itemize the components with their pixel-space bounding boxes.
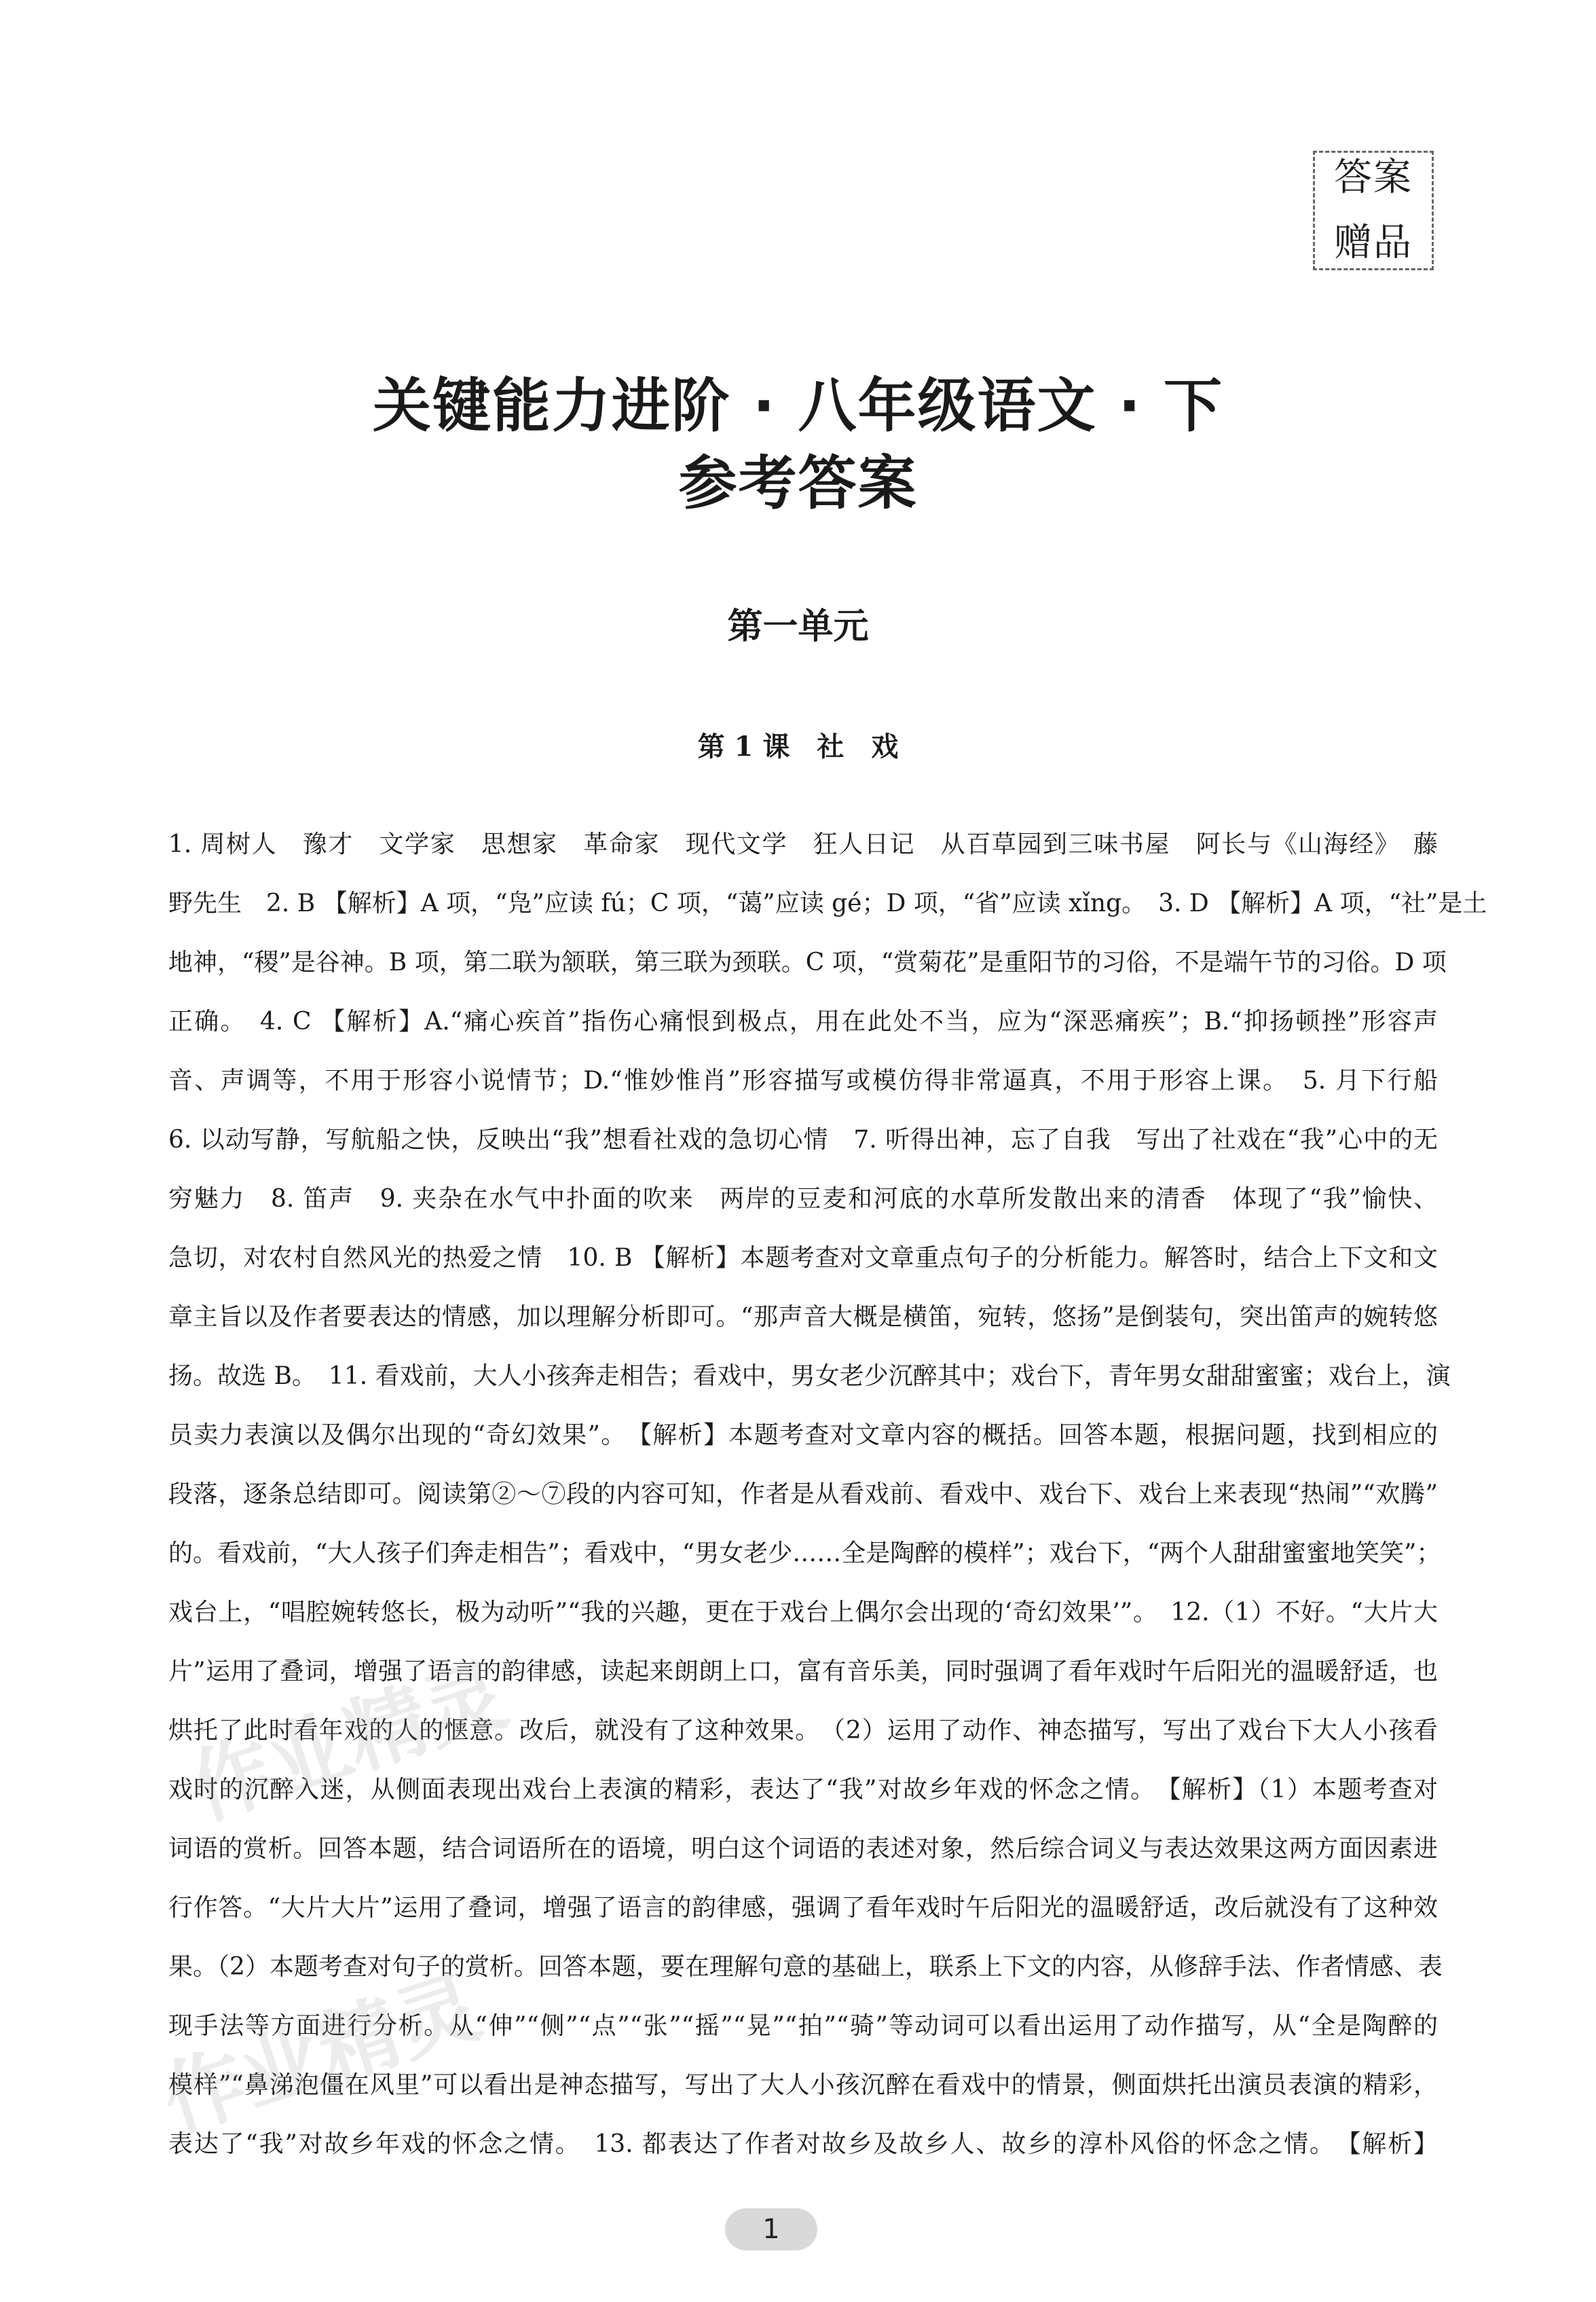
- text-line: 章主旨以及作者要表达的情感，加以理解分析即可。“那声音大概是横笛，宛转，悠扬”是倒装句，突出笛声的婉转悠: [168, 1303, 1438, 1331]
- text-line: 戏台上，“唱腔婉转悠长，极为动听”“我的兴趣，更在于戏台上偶尔会出现的‘奇幻效果’”。 12.（1）不好。“大片大: [168, 1598, 1438, 1626]
- text-line: 1. 周树人 豫才 文学家 思想家 革命家 现代文学 狂人日记 从百草园到三味书屋 阿长与《山海经》 藤: [168, 830, 1438, 858]
- text-line: 的。看戏前，“大人孩子们奔走相告”；看戏中，“男女老少……全是陶醉的模样”；戏台下，“两个人甜甜蜜蜜地笑笑”；: [168, 1539, 1441, 1567]
- text-line: 现手法等方面进行分析。从“伸”“侧”“点”“张”“摇”“晃”“拍”“骑”等动词可以看出运用了动作描写，从“全是陶醉的: [168, 2012, 1438, 2040]
- gift-stamp: [1313, 151, 1434, 270]
- text-line: 穷魅力 8. 笛声 9. 夹杂在水气中扑面的吹来 两岸的豆麦和河底的水草所发散出来的清香 体现了“我”愉快、: [168, 1185, 1438, 1213]
- text-line: 词语的赏析。回答本题，结合词语所在的语境，明白这个词语的表述对象，然后综合词义与表达效果这两方面因素进: [168, 1835, 1438, 1863]
- text-line: 片”运用了叠词，增强了语言的韵律感，读起来朗朗上口，富有音乐美，同时强调了看年戏时午后阳光的温暖舒适，也: [168, 1658, 1438, 1685]
- text-line: 模样”“鼻涕泡僵在风里”可以看出是神态描写，写出了大人小孩沉醉在看戏中的情景，侧面烘托出演员表演的精彩，: [168, 2071, 1438, 2099]
- page-number: 1: [725, 2208, 817, 2250]
- text-line: 6. 以动写静，写航船之快，反映出“我”想看社戏的急切心情 7. 听得出神，忘了自我 写出了社戏在“我”心中的无: [168, 1126, 1438, 1154]
- text-line: 野先生 2. B 【解析】A 项，“凫”应读 fú；C 项，“蔼”应读 gé；D 项，“省”应读 xǐng。 3. D 【解析】A 项，“社”是土: [168, 890, 1487, 917]
- text-line: 行作答。“大片大片”运用了叠词，增强了语言的韵律感，强调了看年戏时午后阳光的温暖舒适，改后就没有了这种效: [168, 1894, 1438, 1922]
- lesson-heading: 第 1 课 社 戏: [697, 731, 899, 763]
- stamp-line-1: 答案: [1334, 156, 1413, 200]
- text-line: 员卖力表演以及偶尔出现的“奇幻效果”。 【解析】本题考查对文章内容的概括。回答本题，根据问题，找到相应的: [168, 1421, 1438, 1449]
- book-title: 关键能力进阶 · 八年级语文 · 下: [372, 372, 1224, 440]
- text-line: 正确。 4. C 【解析】A.“痛心疾首”指伤心痛恨到极点，用在此处不当，应为“深恶痛疾”；B.“抑扬顿挫”形容声: [168, 1008, 1438, 1036]
- watermark: 作业精灵: [151, 1959, 491, 2151]
- text-line: 段落，逐条总结即可。阅读第②～⑦段的内容可知，作者是从看戏前、看戏中、戏台下、戏台上来表现“热闹”“欢腾”: [168, 1480, 1438, 1508]
- text-line: 急切，对农村自然风光的热爱之情 10. B 【解析】本题考查对文章重点句子的分析能力。解答时，结合上下文和文: [168, 1244, 1438, 1272]
- text-line: 表达了“我”对故乡年戏的怀念之情。 13. 都表达了作者对故乡及故乡人、故乡的淳朴风俗的怀念之情。 【解析】: [168, 2130, 1438, 2158]
- watermark: 作业精灵: [179, 1647, 518, 1838]
- unit-heading: 第一单元: [727, 606, 869, 647]
- text-line: 烘托了此时看年戏的人的惬意。改后，就没有了这种效果。 （2）运用了动作、神态描写，写出了戏台下大人小孩看: [168, 1717, 1438, 1744]
- text-line: 音、声调等，不用于形容小说情节；D.“惟妙惟肖”形容描写或模仿得非常逼真，不用于形容上课。 5. 月下行船: [168, 1067, 1438, 1095]
- text-line: 扬。故选 B。 11. 看戏前，大人小孩奔走相告；看戏中，男女老少沉醉其中；戏台下，青年男女甜甜蜜蜜；戏台上，演: [168, 1362, 1451, 1390]
- text-line: 地神，“稷”是谷神。B 项，第二联为颔联，第三联为颈联。C 项，“赏菊花”是重阳节的习俗，不是端午节的习俗。D 项: [168, 949, 1447, 976]
- text-line: 果。（2）本题考查对句子的赏析。回答本题，要在理解句意的基础上，联系上下文的内容，从修辞手法、作者情感、表: [168, 1953, 1443, 1981]
- answer-text-body: [168, 815, 1487, 2174]
- stamp-line-2: 赠品: [1334, 221, 1413, 265]
- text-line: 戏时的沉醉入迷，从侧面表现出戏台上表演的精彩，表达了“我”对故乡年戏的怀念之情。 【解析】（1）本题考查对: [168, 1776, 1438, 1804]
- answer-key-title: 参考答案: [678, 450, 918, 517]
